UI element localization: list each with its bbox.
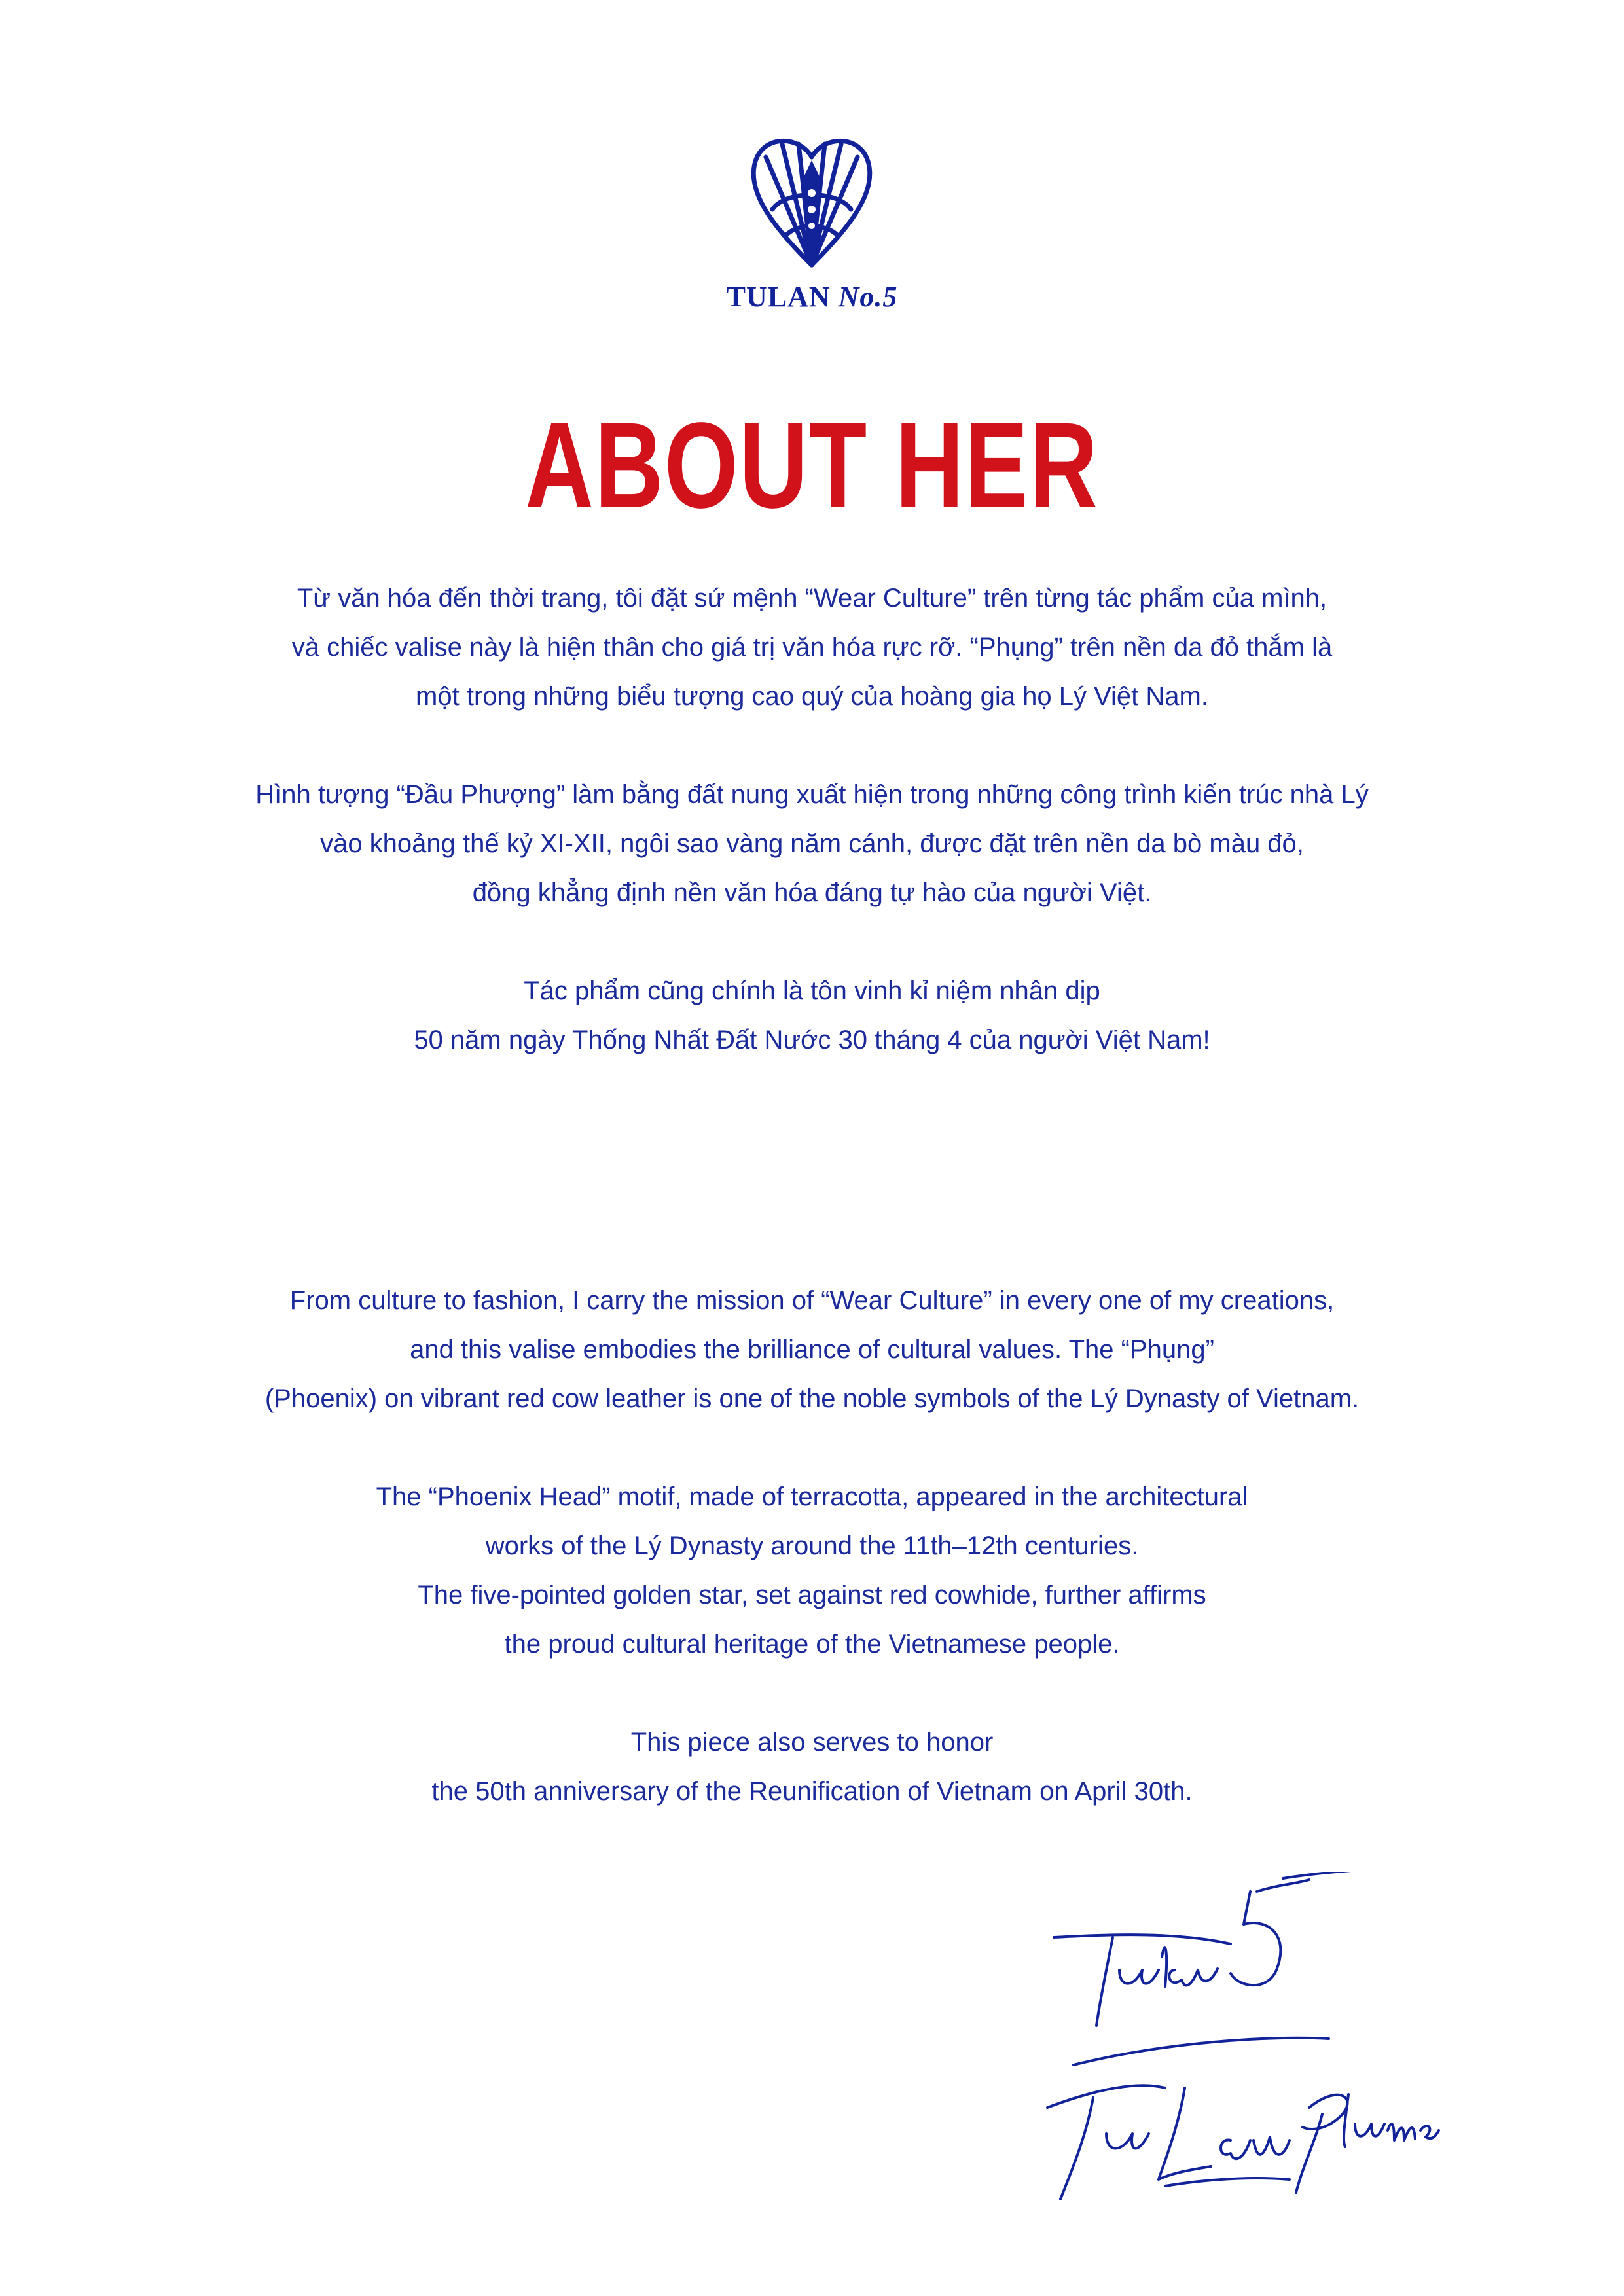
en-paragraph-3 bbox=[0, 1718, 1624, 1816]
handwritten-signature bbox=[1034, 1872, 1440, 2212]
text-line: and this valise embodies the brilliance of cultural values. The “Phụng” bbox=[410, 1335, 1214, 1364]
text-line: Tác phẩm cũng chính là tôn vinh kỉ niệm nhân dịp bbox=[524, 977, 1100, 1005]
text-line: (Phoenix) on vibrant red cow leather is one of the noble symbols of the Lý Dynasty of Vietnam. bbox=[264, 1384, 1360, 1413]
vi-paragraph-3 bbox=[0, 967, 1624, 1065]
text-line: the 50th anniversary of the Reunification of Vietnam on April 30th. bbox=[431, 1777, 1193, 1806]
text-line: một trong những biểu tượng cao quý của hoàng gia họ Lý Việt Nam. bbox=[416, 682, 1208, 711]
heart-shell-logo-icon bbox=[746, 131, 877, 281]
text-line: 50 năm ngày Thống Nhất Đất Nước 30 tháng 4 của người Việt Nam! bbox=[414, 1026, 1210, 1054]
text-line: This piece also serves to honor bbox=[630, 1728, 994, 1757]
english-text bbox=[0, 1276, 1624, 1816]
text-line: the proud cultural heritage of the Vietnamese people. bbox=[504, 1630, 1120, 1659]
text-line: Hình tượng “Đầu Phượng” làm bằng đất nung xuất hiện trong những công trình kiến trúc nhà Lý bbox=[255, 780, 1369, 809]
text-line: The “Phoenix Head” motif, made of terracotta, appeared in the architectural bbox=[376, 1482, 1248, 1511]
vi-paragraph-1 bbox=[0, 574, 1624, 721]
text-line: works of the Lý Dynasty around the 11th–12th centuries. bbox=[485, 1532, 1139, 1560]
text-line: Từ văn hóa đến thời trang, tôi đặt sứ mệnh “Wear Culture” trên từng tác phẩm của mình, bbox=[297, 584, 1327, 613]
text-line: vào khoảng thế kỷ XI-XII, ngôi sao vàng năm cánh, được đặt trên nền da bò màu đỏ, bbox=[320, 829, 1304, 858]
brand-name-text: TULAN bbox=[726, 281, 831, 313]
en-paragraph-1 bbox=[0, 1276, 1624, 1424]
page-title: ABOUT HER bbox=[525, 398, 1099, 533]
brand-number: No.5 bbox=[838, 281, 898, 313]
text-line: và chiếc valise này là hiện thân cho giá trị văn hóa rực rỡ. “Phụng” trên nền da đỏ thắm là bbox=[291, 633, 1333, 662]
text-line: From culture to fashion, I carry the mission of “Wear Culture” in every one of my creations, bbox=[289, 1286, 1335, 1315]
text-line: đồng khẳng định nền văn hóa đáng tự hào của người Việt. bbox=[472, 878, 1152, 907]
text-line: The five-pointed golden star, set against red cowhide, further affirms bbox=[418, 1581, 1206, 1609]
brand-name bbox=[0, 280, 1624, 314]
vietnamese-text bbox=[0, 574, 1624, 1065]
en-paragraph-2 bbox=[0, 1473, 1624, 1669]
vi-paragraph-2 bbox=[0, 770, 1624, 918]
